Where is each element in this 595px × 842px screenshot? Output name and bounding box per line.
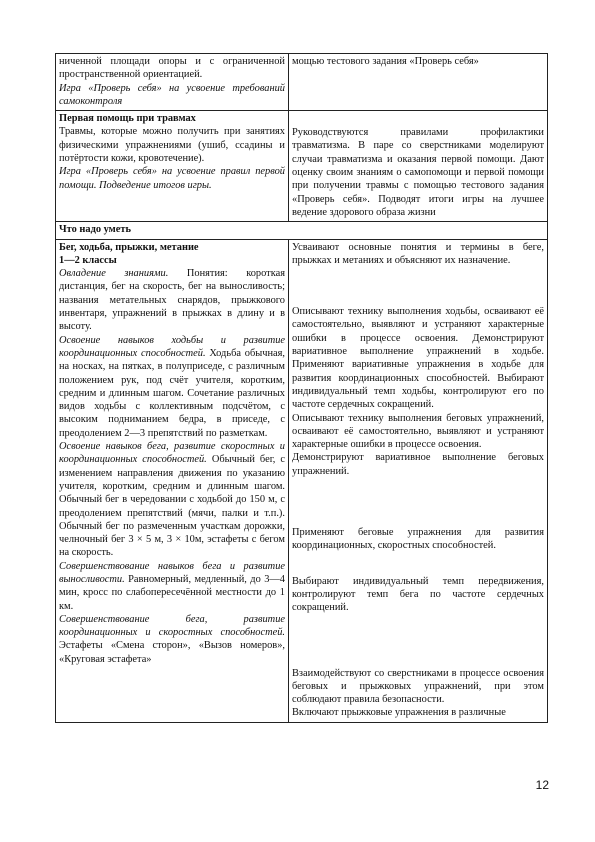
paragraph: Руководствуются правилами профилактики травматизма. В паре со сверстниками моделируют случаи травматизма и оказания первой помощи. Дают оценку своим знаниям о самопомощи и первой помощи при получении травмы с помощью тестового задания «Проверь себя». Подводят итоги игры на лучшее ведение здорового образа жизни: [292, 127, 544, 218]
paragraph-text: Ходьба обычная, на носках, на пятках, в полуприседе, с различным положением рук, под счёт учителя, коротким, средним и длинным шагом. Сочетание различных видов ходьбы с коллективным подсчётом, с высоким подниманием бедра, в приседе, с преодолением 2—3 препятствий по разметкам.: [59, 347, 285, 439]
topic-heading: Бег, ходьба, прыжки, метание: [59, 241, 199, 253]
activity-cell: [289, 239, 548, 722]
paragraph: Травмы, которые можно получить при занятиях физическими упражнениями (ушиб, ссадины и потёртости кожи, кровотечение).: [59, 126, 285, 165]
table-row: [56, 239, 548, 722]
spacer: [292, 553, 544, 575]
paragraph-text: Эстафеты «Смена сторон», «Вызов номеров», «Круговая эстафета»: [59, 640, 285, 665]
paragraph: [59, 267, 285, 333]
table-row: [56, 111, 548, 222]
paragraph: мощью тестового задания «Проверь себя»: [292, 56, 479, 67]
paragraph: Взаимодействуют со сверстниками в процессе освоения беговых и прыжковых упражнений, при этом соблюдают правила безопасности.: [292, 667, 544, 706]
table-row: [56, 54, 548, 111]
paragraph: [59, 440, 285, 560]
italic-lead: Совершенствование навыков бега и развитие выносливости.: [59, 560, 285, 585]
curriculum-table: [55, 53, 548, 723]
paragraph: [59, 334, 285, 440]
page-number: 12: [535, 778, 549, 792]
activity-cell: [289, 111, 548, 222]
paragraph: Демонстрируют вариативное выполнение беговых упражнений.: [292, 452, 544, 477]
activity-cell: [289, 54, 548, 111]
section-row: [56, 222, 548, 239]
curriculum-table-page: [55, 53, 548, 723]
italic-paragraph: Игра «Проверь себя» на усвоение правил первой помощи. Подведение итогов игры.: [59, 166, 285, 191]
paragraph: Усваивают основные понятия и термины в беге, прыжках и метаниях и объясняют их назначение.: [292, 241, 544, 266]
content-cell: [56, 239, 289, 722]
italic-lead: Овладение знаниями.: [59, 268, 169, 280]
italic-paragraph: Игра «Проверь себя» на усвоение требований самоконтроля: [59, 82, 285, 107]
paragraph-text: Равномерный, медленный, до 3—4 мин, кросс по слабопересечённой местности до 1 км.: [59, 573, 285, 612]
paragraph: [59, 613, 285, 666]
paragraph: Выбирают индивидуальный темп передвижения, контролируют темп бега по частоте сердечных сокращений.: [292, 575, 544, 614]
spacer: [292, 615, 544, 667]
grades-heading: 1—2 классы: [59, 254, 117, 266]
italic-lead: Освоение навыков ходьбы и развитие координационных способностей.: [59, 334, 285, 359]
italic-lead: Совершенствование бега, развитие координационных и скоростных способностей.: [59, 613, 285, 639]
paragraph: ниченной площади опоры и с ограниченной пространственной ориентацией.: [59, 56, 285, 81]
paragraph: [59, 560, 285, 613]
paragraph: Включают прыжковые упражнения в различные: [292, 707, 506, 719]
spacer: [292, 112, 544, 126]
paragraph-text: Понятия: короткая дистанция, бег на скорость, бег на выносливость; названия метательных снарядов, прыжкового инвентаря, упражнений в прыжках в длину и в высоту.: [59, 268, 285, 333]
topic-heading: Первая помощь при травмах: [59, 113, 196, 125]
italic-lead: Освоение навыков бега, развитие скоростных и координационных способностей.: [59, 441, 285, 466]
paragraph: Описывают технику выполнения беговых упражнений, осваивают её самостоятельно, выявляют и устраняют характерные ошибки в процессе освоения.: [292, 412, 544, 451]
paragraph-text: Обычный бег, с изменением направления движения по указанию учителя, коротким, средним и длинным шагом. Обычный бег в чередовании с ходьбой до 150 м, с преодолением препятствий (мячи, палки и т.п.). Обычный бег по размеченным участкам дорожки, челночный бег 3 × 5 м, 3 × 10м, эстафеты с бегом на скорость.: [59, 454, 286, 559]
content-cell: [56, 111, 289, 222]
section-title: Что надо уметь: [56, 222, 548, 239]
content-cell: [56, 54, 289, 111]
paragraph: Применяют беговые упражнения для развития координационных, скоростных способностей.: [292, 527, 544, 552]
paragraph: Описывают технику выполнения ходьбы, осваивают её самостоятельно, выявляют и устраняют характерные ошибки в процессе освоения. Демонстрируют вариативное выполнение упражнений в ходьбе. Применяют вариативные упражнения в ходьбе для развития координационных способностей. Выбирают индивидуальный темп ходьбы, контролируют его по частоте сердечных сокращений.: [292, 306, 544, 411]
spacer: [292, 478, 544, 526]
spacer: [292, 267, 544, 305]
